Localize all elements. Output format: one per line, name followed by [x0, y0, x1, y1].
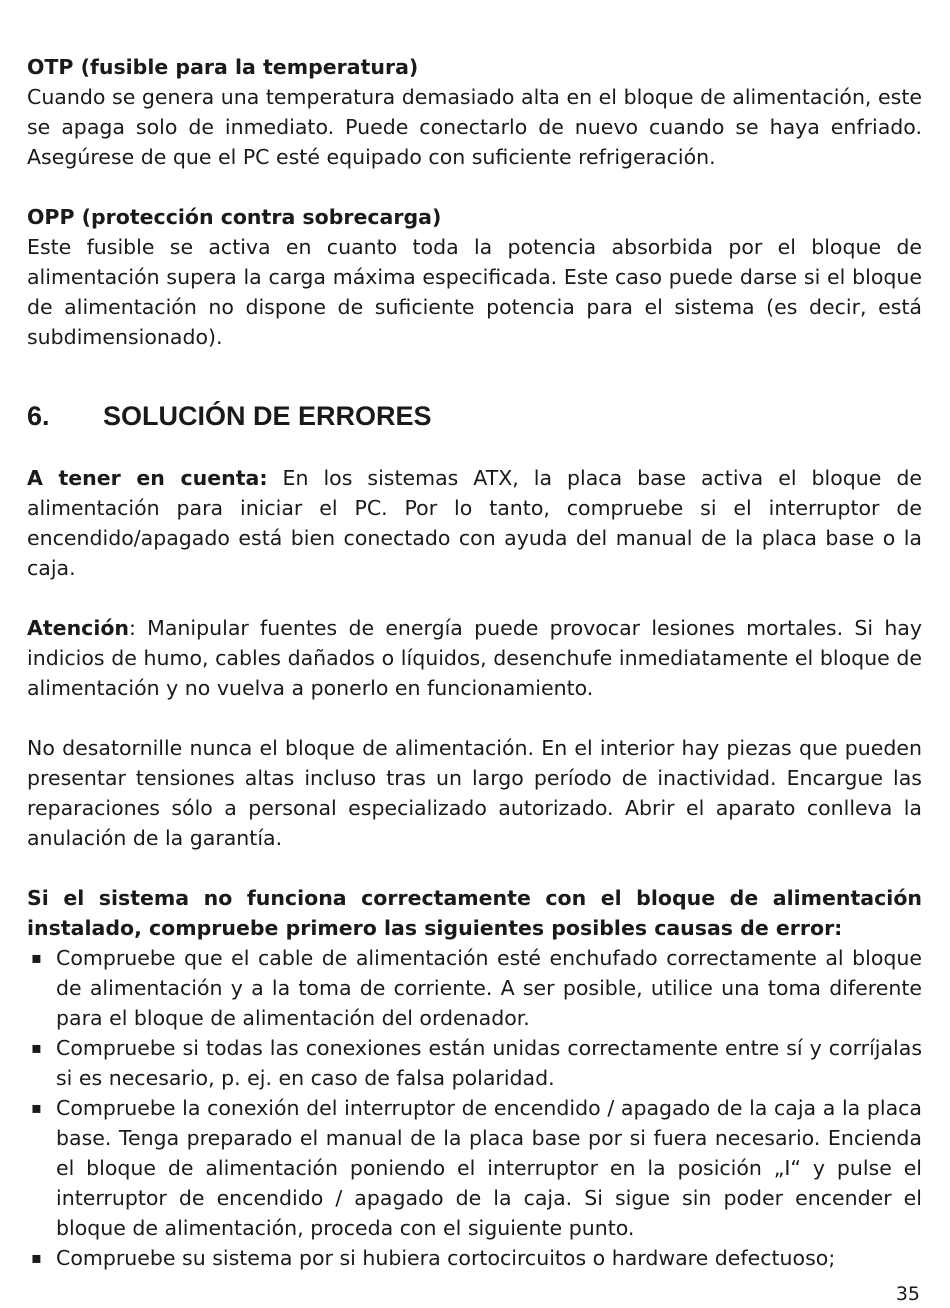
causes-list	[27, 943, 922, 1273]
disassembly-paragraph: No desatornille nunca el bloque de alimentación. En el interior hay piezas que pueden presentar tensiones altas incluso tras un largo período de inactividad. Encargue las reparaciones sólo a personal especializado autorizado. Abrir el aparato conlleva la anulación de la garantía.	[27, 736, 922, 850]
bullet-icon: ▪	[31, 1248, 42, 1267]
list-item	[27, 1033, 922, 1093]
warning-paragraph	[27, 613, 922, 703]
otp-heading: OTP (fusible para la temperatura)	[27, 55, 419, 79]
warning-lead: Atención	[27, 616, 130, 640]
bullet-icon: ▪	[31, 948, 42, 967]
opp-heading: OPP (protección contra sobrecarga)	[27, 205, 442, 229]
section-number: 6.	[27, 401, 50, 431]
note-text: En los sistemas ATX, la placa base activa el bloque de alimentación para iniciar el PC. Por lo tanto, compruebe si el interruptor de encendido/apagado está bien conectado con ayuda del manual de la placa base o la caja.	[27, 466, 922, 580]
warning-text: : Manipular fuentes de energía puede provocar lesiones mortales. Si hay indicios de humo, cables dañados o líquidos, desenchufe inmediatamente el bloque de alimentación y no vuelva a ponerlo en funcionamiento.	[27, 616, 922, 700]
section-title	[27, 398, 922, 434]
bullet-icon: ▪	[31, 1038, 42, 1057]
bullet-icon: ▪	[31, 1098, 42, 1117]
list-item-text: Compruebe la conexión del interruptor de encendido / apagado de la caja a la placa base. Tenga preparado el manual de la placa base por si fuera necesario. Encienda el bloque de alimentación poniendo el interruptor en la posición „I“ y pulse el interruptor de encendido / apagado de la caja. Si sigue sin poder encender el bloque de alimentación, proceda con el siguiente punto.	[56, 1096, 922, 1240]
list-item	[27, 943, 922, 1033]
manual-page	[27, 52, 922, 1273]
page-number: 35	[895, 1283, 920, 1305]
list-item-text: Compruebe si todas las conexiones están unidas correctamente entre sí y corríjalas si es necesario, p. ej. en caso de falsa polaridad.	[56, 1036, 922, 1090]
section-title-text: SOLUCIÓN DE ERRORES	[103, 401, 432, 431]
troubleshooting-intro: Si el sistema no funciona correctamente con el bloque de alimentación instalado, compruebe primero las siguientes posibles causas de error:	[27, 886, 922, 940]
opp-paragraph: Este fusible se activa en cuanto toda la potencia absorbida por el bloque de alimentación supera la carga máxima especificada. Este caso puede darse si el bloque de alimentación no dispone de suficiente potencia para el sistema (es decir, está subdimensionado).	[27, 235, 922, 349]
note-paragraph	[27, 463, 922, 583]
list-item-text: Compruebe su sistema por si hubiera cortocircuitos o hardware defectuoso;	[56, 1246, 836, 1270]
otp-paragraph: Cuando se genera una temperatura demasiado alta en el bloque de alimentación, este se apaga solo de inmediato. Puede conectarlo de nuevo cuando se haya enfriado. Asegúrese de que el PC esté equipado con suficiente refrigeración.	[27, 85, 922, 169]
note-lead: A tener en cuenta:	[27, 466, 268, 490]
list-item	[27, 1243, 922, 1273]
list-item-text: Compruebe que el cable de alimentación esté enchufado correctamente al bloque de alimentación y a la toma de corriente. A ser posible, utilice una toma diferente para el bloque de alimentación del ordenador.	[56, 946, 922, 1030]
list-item	[27, 1093, 922, 1243]
